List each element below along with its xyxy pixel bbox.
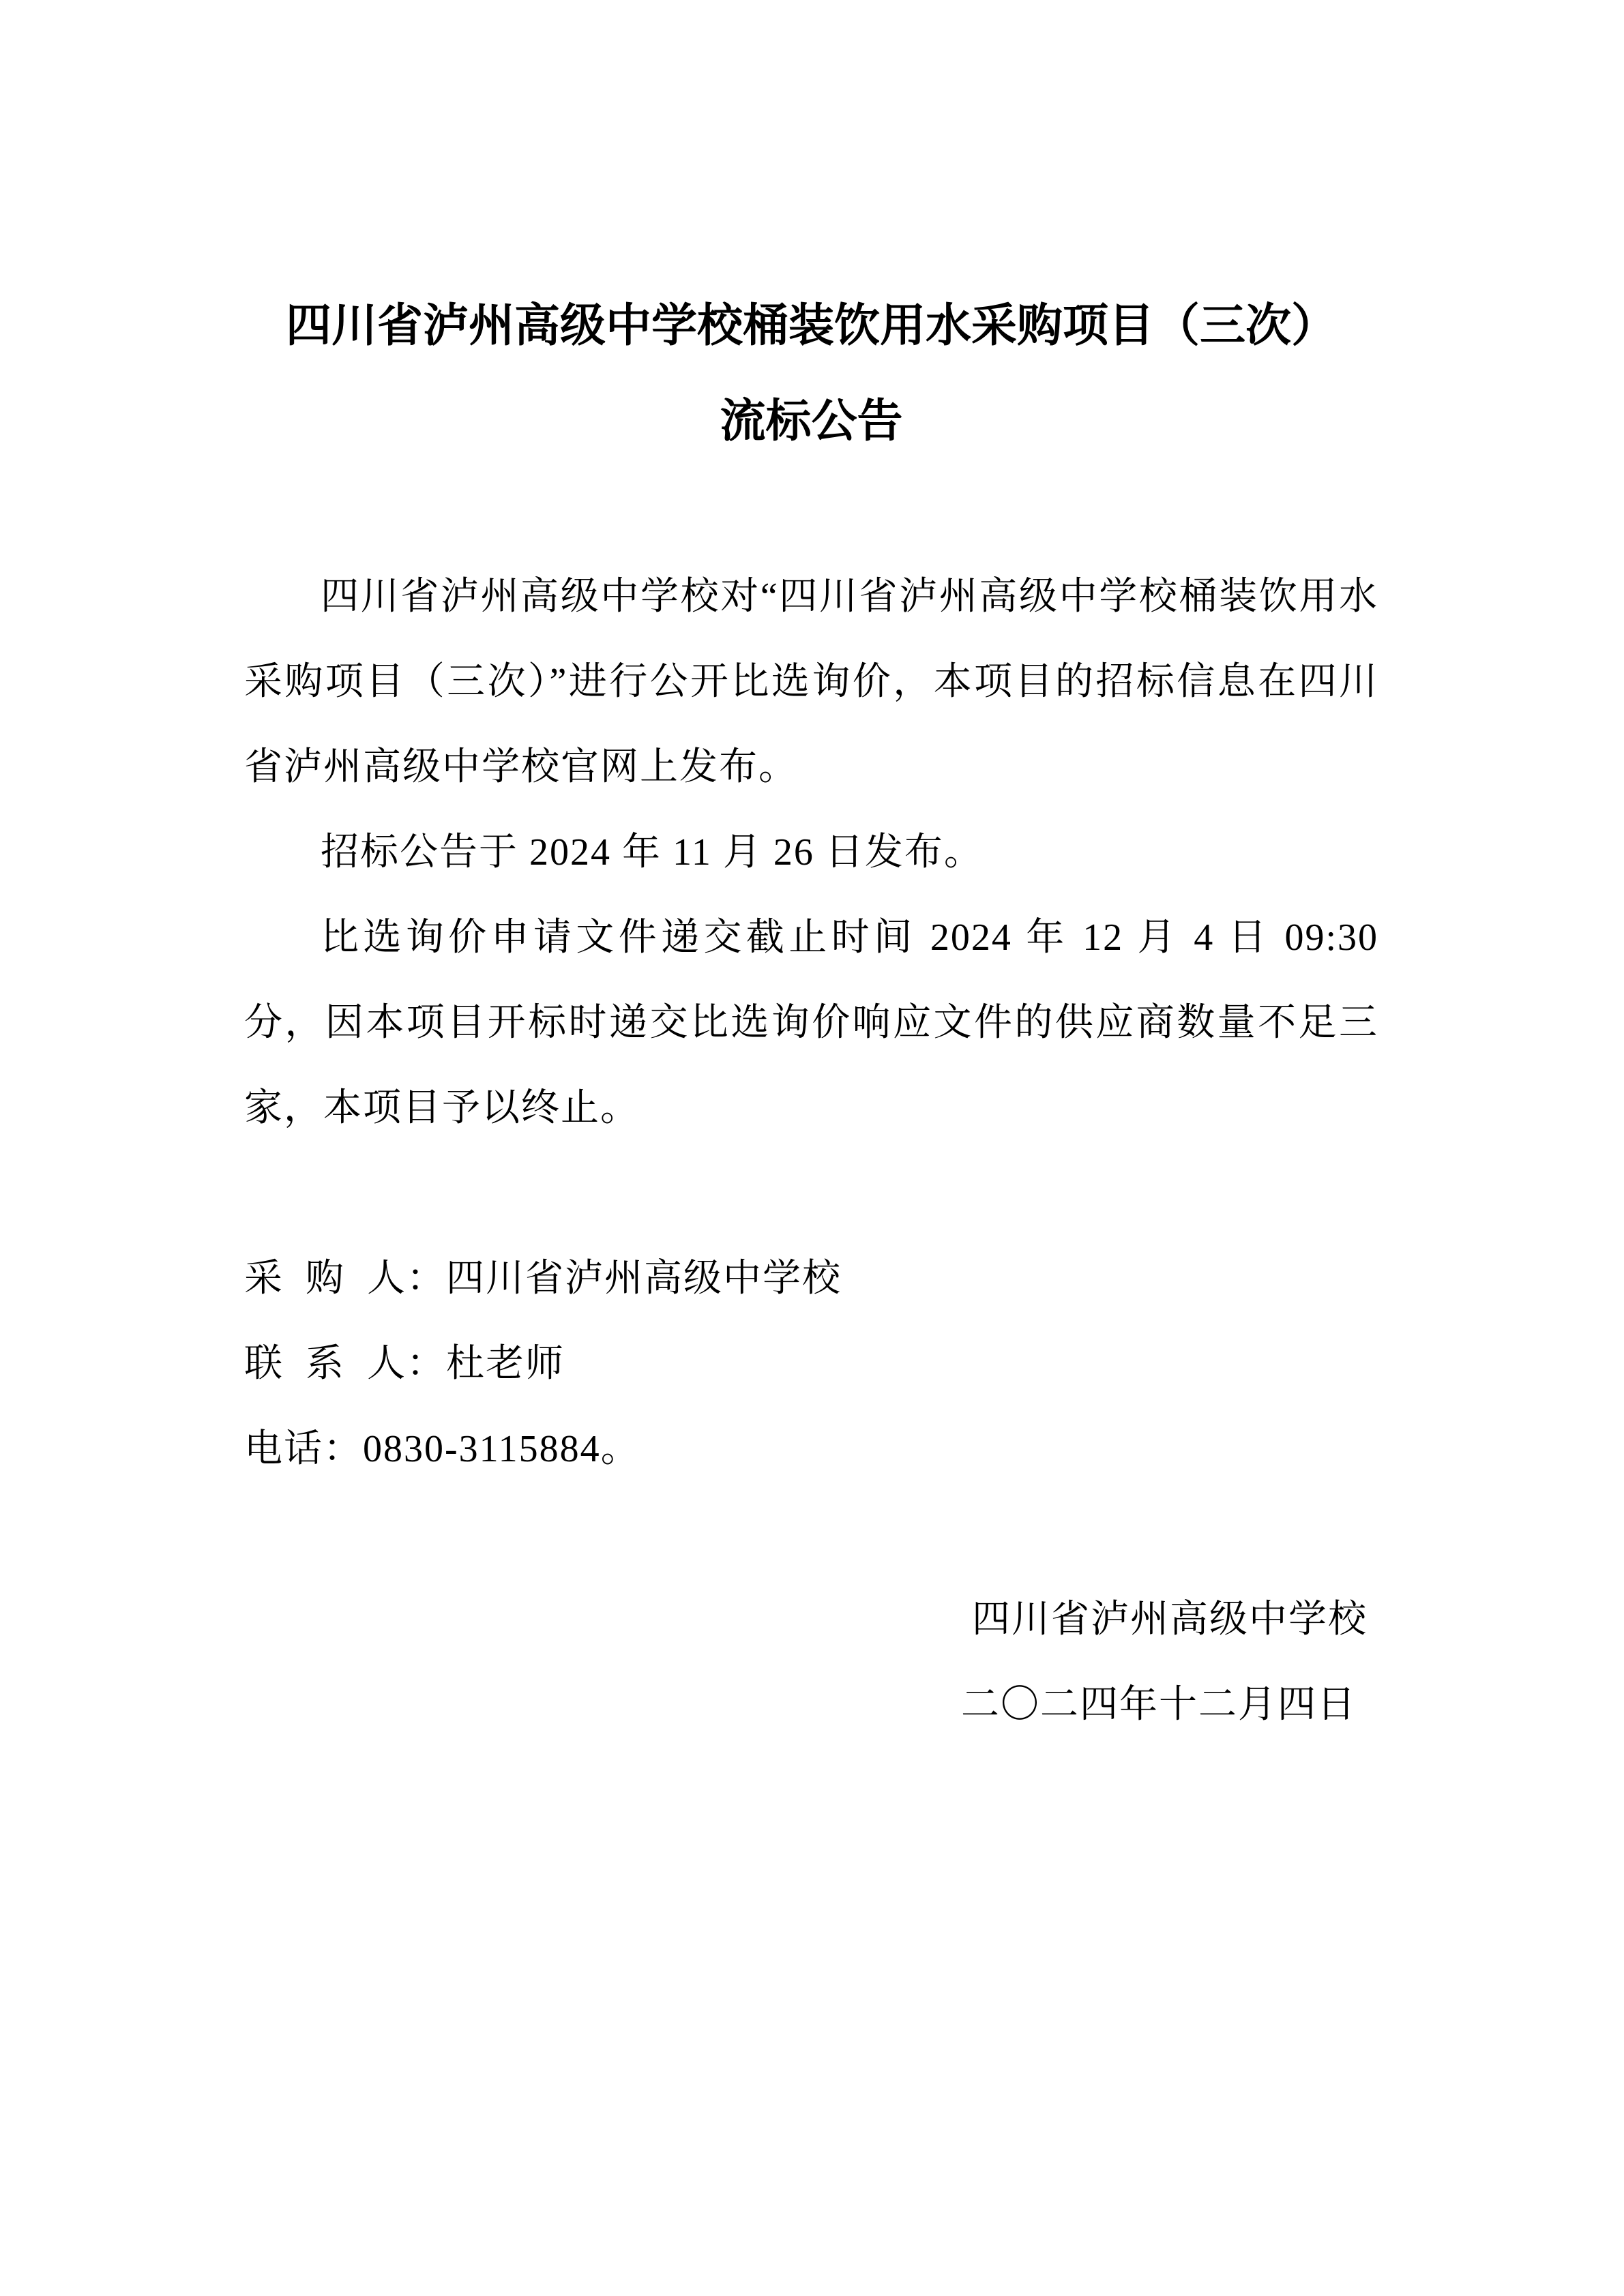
signature-date: 二〇二四年十二月四日 [961,1684,1357,1726]
document-title [244,278,1378,469]
contact-person-line: 联 系 人：杜老师 [244,1343,565,1385]
paragraph-termination-reason: 比选询价申请文件递交截止时间 2024 年 12 月 4 日 09:30 分，因本项目开标时递交比选询价响应文件的供应商数量不足三家，本项目予以终止。 [244,916,1378,1129]
contact-buyer-line: 采 购 人：四川省泸州高级中学校 [244,1257,842,1300]
contact-block [244,1236,1378,1492]
signature-organization: 四川省泸州高级中学校 [972,1598,1368,1641]
paragraph-announcement-body: 四川省泸州高级中学校对“四川省泸州高级中学校桶装饮用水采购项目（三次）”进行公开比选询价，本项目的招标信息在四川省泸州高级中学校官网上发布。 [244,576,1378,788]
paragraph-publish-date: 招标公告于 2024 年 11 月 26 日发布。 [321,831,984,874]
contact-phone-line: 电话：0830-3115884。 [244,1428,640,1470]
signature-block [244,1577,1378,1748]
document-title-line-1: 四川省泸州高级中学校桶装饮用水采购项目（三次） [286,301,1337,351]
document-title-line-2: 流标公告 [720,396,903,447]
